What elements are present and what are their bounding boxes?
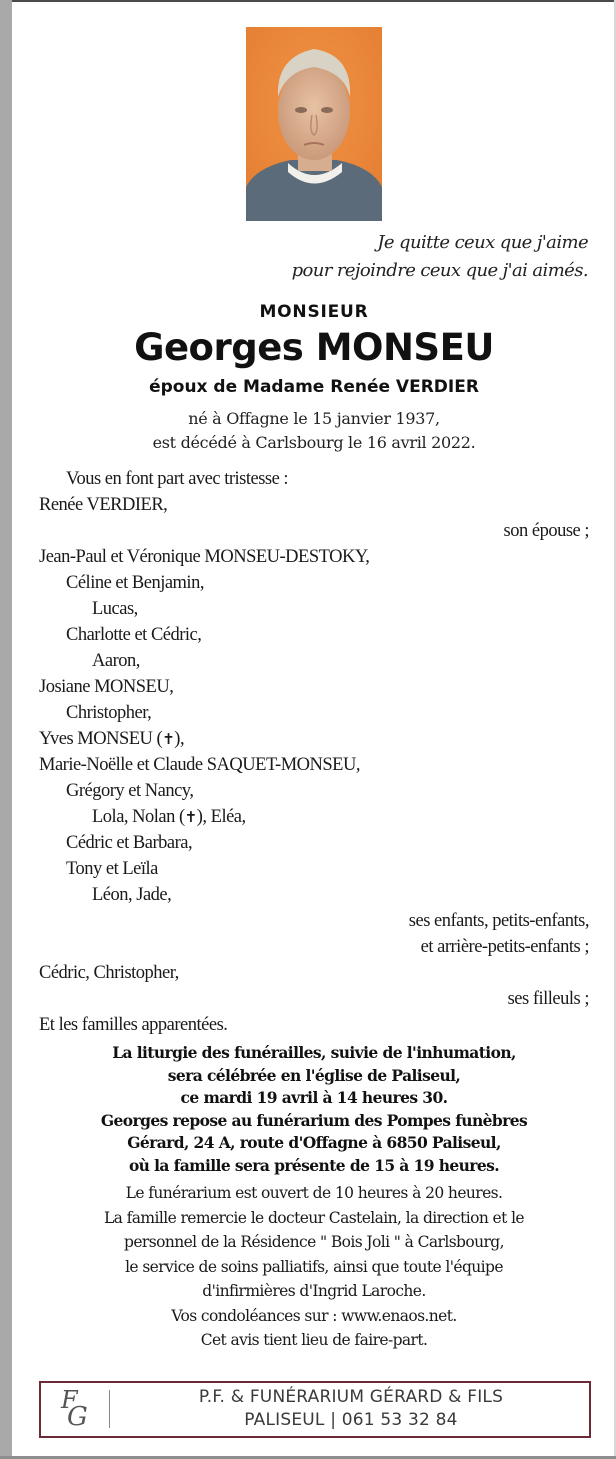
ceremony-line: La liturgie des funérailles, suivie de l'inhumation, bbox=[112, 1043, 516, 1062]
birth-line: né à Offagne le 15 janvier 1937, bbox=[188, 409, 440, 428]
logo-letter-g: G bbox=[67, 1402, 88, 1432]
family-spouse-role: son épouse ; bbox=[503, 521, 589, 541]
member-text: ), Eléa, bbox=[196, 807, 246, 827]
portrait-photo bbox=[246, 27, 382, 221]
godchildren: Cédric, Christopher, bbox=[39, 963, 179, 983]
family-member: Marie-Noëlle et Claude SAQUET-MONSEU, bbox=[39, 755, 360, 775]
children-role-1: ses enfants, petits-enfants, bbox=[408, 911, 589, 931]
funeral-home-name: P.F. & FUNÉRARIUM GÉRARD & FILS bbox=[198, 1387, 504, 1407]
member-text: ), bbox=[174, 729, 185, 749]
footer-divider bbox=[109, 1390, 110, 1428]
top-border bbox=[12, 0, 616, 2]
death-line: est décédé à Carlsbourg le 16 avril 2022. bbox=[152, 433, 476, 452]
notes-block bbox=[12, 1181, 616, 1353]
funeral-home-logo-icon bbox=[55, 1386, 95, 1434]
ceremony-block bbox=[12, 1042, 616, 1177]
quote-line-1: Je quitte ceux que j'aime bbox=[377, 232, 588, 253]
funeral-home-banner bbox=[39, 1381, 591, 1438]
family-member: Cédric et Barbara, bbox=[66, 833, 193, 853]
cross-icon: ✝ bbox=[184, 808, 197, 826]
quote-line-2: pour rejoindre ceux que j'ai aimés. bbox=[291, 260, 588, 281]
deceased-name: Georges MONSEU bbox=[134, 326, 494, 369]
note-line: La famille remercie le docteur Castelain, la direction et le bbox=[103, 1208, 525, 1227]
family-member: Jean-Paul et Véronique MONSEU-DESTOKY, bbox=[39, 547, 370, 567]
ceremony-line: Georges repose au funérarium des Pompes funèbres bbox=[100, 1110, 528, 1130]
cross-icon: ✝ bbox=[162, 730, 175, 748]
godchildren-role: ses filleuls ; bbox=[507, 989, 589, 1009]
family-member: Christopher, bbox=[66, 703, 152, 723]
family-member: Léon, Jade, bbox=[92, 885, 172, 905]
member-text: Lola, Nolan ( bbox=[92, 807, 185, 827]
children-role-2: et arrière-petits-enfants ; bbox=[420, 937, 589, 957]
note-line: d'infirmières d'Ingrid Laroche. bbox=[202, 1282, 426, 1300]
family-spouse-name: Renée VERDIER, bbox=[39, 495, 168, 515]
family-member: Charlotte et Cédric, bbox=[66, 625, 202, 645]
family-member: Aaron, bbox=[92, 651, 140, 671]
ceremony-line: où la famille sera présente de 15 à 19 heures. bbox=[128, 1155, 500, 1175]
funeral-home-contact: PALISEUL | 061 53 32 84 bbox=[244, 1410, 458, 1430]
ceremony-line: sera célébrée en l'église de Paliseul, bbox=[167, 1065, 461, 1085]
logo-letter-f: F bbox=[61, 1386, 78, 1414]
family-member: Tony et Leïla bbox=[66, 859, 158, 879]
spouse-line: époux de Madame Renée VERDIER bbox=[149, 377, 479, 397]
family-member: Josiane MONSEU, bbox=[39, 677, 174, 697]
member-text: Yves MONSEU ( bbox=[39, 729, 163, 749]
portrait-icon bbox=[246, 27, 382, 221]
note-line: le service de soins palliatifs, ainsi que toute l'équipe bbox=[125, 1257, 503, 1276]
family-member: Grégory et Nancy, bbox=[66, 781, 194, 801]
note-line: Cet avis tient lieu de faire-part. bbox=[200, 1331, 428, 1349]
honorific: MONSIEUR bbox=[259, 302, 369, 322]
relatives: Et les familles apparentées. bbox=[39, 1015, 228, 1035]
family-member: Céline et Benjamin, bbox=[66, 573, 204, 593]
note-line: personnel de la Résidence " Bois Joli " à Carlsbourg, bbox=[124, 1233, 504, 1251]
family-intro: Vous en font part avec tristesse : bbox=[66, 469, 289, 489]
ceremony-line: ce mardi 19 avril à 14 heures 30. bbox=[180, 1088, 448, 1107]
left-border bbox=[0, 0, 12, 1459]
family-member: Lucas, bbox=[92, 599, 138, 619]
note-line: Vos condoléances sur : www.enaos.net. bbox=[171, 1306, 457, 1325]
ceremony-line: Gérard, 24 A, route d'Offagne à 6850 Paliseul, bbox=[127, 1133, 501, 1152]
note-line: Le funérarium est ouvert de 10 heures à 20 heures. bbox=[125, 1184, 503, 1202]
family-member bbox=[39, 728, 184, 750]
family-member bbox=[92, 806, 246, 828]
